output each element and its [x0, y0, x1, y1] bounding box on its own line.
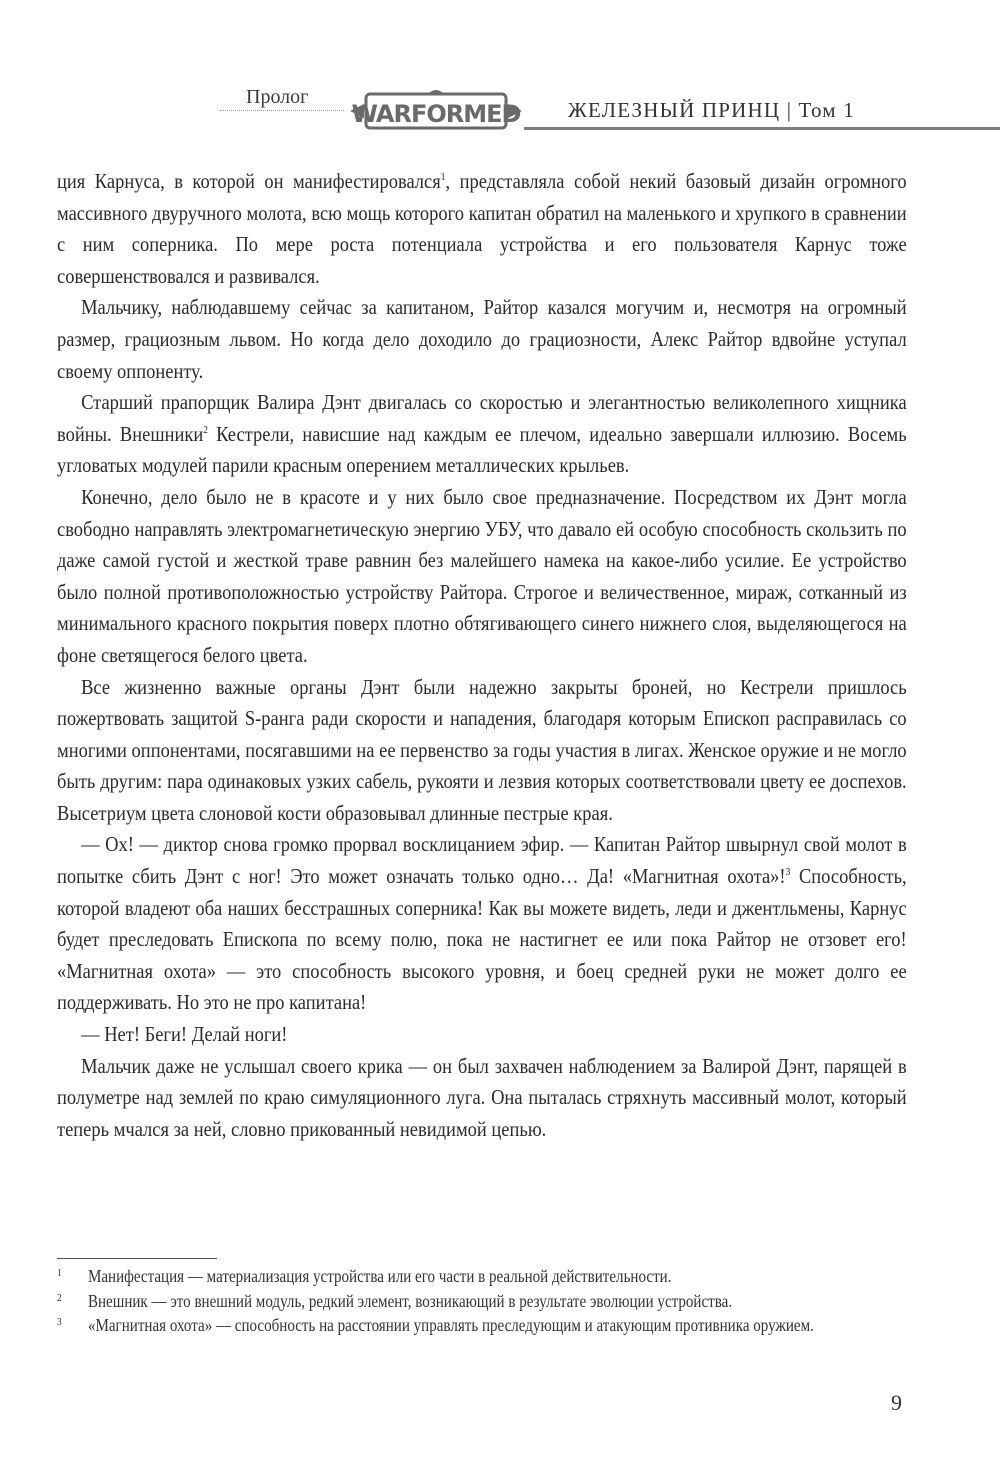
header-right-divider [524, 127, 1000, 130]
header-left-divider [220, 110, 344, 111]
volume-label: | Том 1 [786, 98, 855, 122]
section-title: Пролог [246, 86, 309, 108]
paragraph: Мальчику, наблюдавшему сейчас за капитаном, Райтор казался могучим и, несмотря на огромный размер, грациозным львом. Но когда дело доходило до грациозности, Алекс Райтор вдвойне уступал своему оппоненту. [57, 295, 907, 383]
footnote-number: 2 [57, 1291, 62, 1304]
page-number: 9 [891, 1390, 902, 1415]
footnotes [57, 1264, 908, 1338]
book-title [568, 98, 855, 123]
footnote-ref[interactable]: 1 [440, 171, 446, 183]
footnote-ref[interactable]: 2 [203, 423, 208, 436]
warformed-logo-icon [348, 86, 524, 134]
paragraph: — Ох! — диктор снова громко прорвал восклицанием эфир. — Капитан Райтор швырнул свой молот в попытке сбить Дэнт с ног! Это может означать только одно… Да! «Магнитная охота»!$^3$ Способность, которой владеют оба наших бесстрашных соперника! Как вы можете видеть, леди и джентльмены, Карнус будет преследовать Епископа по всему полю, пока не настигнет ее или пока Райтор не отзовет его! «Магнитная охота» — это способность высокого уровня, и боец средней руки не может долго ее поддерживать. Но это не про капитана! [57, 832, 907, 1015]
footnote-ref[interactable]: 3 [785, 866, 791, 879]
paragraph: — Нет! Беги! Делай ноги! [81, 1022, 288, 1047]
paragraph: Старший прапорщик Валира Дэнт двигалась со скоростью и элегантностью великолепного хищника войны. Внешники$^2$ Кестрели, нависшие над каждым ее плечом, идеально завершали иллюзию. Восемь угловатых модулей парили красным оперением металлических крыльев. [57, 390, 907, 478]
svg-text:WARFORMED: WARFORMED [351, 100, 521, 128]
paragraph: Конечно, дело было не в красоте и у них было свое предназначение. Посредством их Дэнт могла свободно направлять электромагнетическую энергию УБУ, что давало ей особую способность скользить по даже самой густой и жесткой траве равнин без малейшего намека на какое-либо усилие. Ее устройство было полной противоположностью устройству Райтора. Строгое и величественное, мираж, сотканный из минимального красного покрытия поверх плотно обтягивающего синего нижнего слоя, выделяющегося на фоне светящегося белого цвета. [57, 484, 907, 667]
paragraph: ция Карнуса, в которой он манифестировался$^1$, представляла собой некий базовый дизайн огромного массивного двуручного молота, всю мощь которого капитан обратил на маленького и хрупкого в сравнении с ним соперника. По мере роста потенциала устройства и его пользователя Карнус тоже совершенствовался и развивался. [57, 169, 907, 288]
paragraph: Все жизненно важные органы Дэнт были надежно закрыты броней, но Кестрели пришлось пожертвовать защитой S-ранга ради скорости и нападения, благодаря которым Епископ расправилась со многими оппонентами, посягавшими на ее первенство за годы участия в лигах. Женское оружие и не могло быть другим: пара одинаковых узких сабель, рукояти и лезвия которых соответствовали цвету ее доспехов. Высетриум цвета слоновой кости образовывал длинные пестрые края. [57, 674, 907, 825]
body-text [57, 166, 907, 1145]
footnote-divider [57, 1258, 217, 1259]
footnote: 3 «Магнитная охота» — способность на расстоянии управлять преследующим и атакующим противника оружием. [57, 1313, 908, 1338]
footnote: 1 Манифестация — материализация устройства или его части в реальной действительности. [57, 1264, 908, 1289]
book-title-text: ЖЕЛЕЗНЫЙ ПРИНЦ [568, 98, 781, 122]
footnote-number: 1 [57, 1267, 62, 1279]
footnote: 2 Внешник — это внешний модуль, редкий элемент, возникающий в результате эволюции устройства. [57, 1289, 908, 1314]
paragraph: Мальчик даже не услышал своего крика — он был захвачен наблюдением за Валирой Дэнт, парящей в полуметре над землей по краю симуляционного луга. Она пыталась стряхнуть массивный молот, который теперь мчался за ней, словно прикованный невидимой цепью. [57, 1053, 907, 1141]
footnote-number: 3 [57, 1316, 62, 1328]
